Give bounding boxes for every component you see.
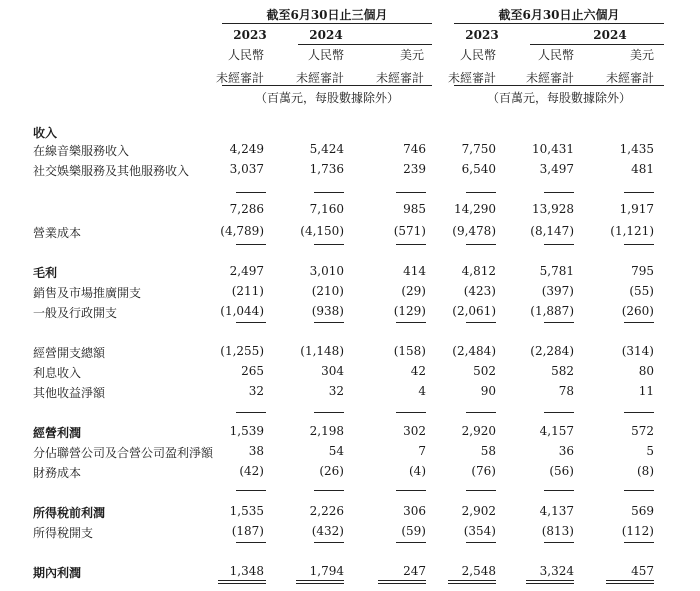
row-value: (813) bbox=[541, 524, 574, 538]
subtotal-rule bbox=[466, 412, 496, 413]
row-value: 569 bbox=[631, 504, 654, 518]
subtotal-rule bbox=[466, 192, 496, 193]
currency-label: 人民幣 bbox=[459, 48, 496, 62]
subtotal-rule bbox=[544, 542, 574, 543]
row-value: (29) bbox=[401, 284, 426, 298]
row-value: 239 bbox=[403, 162, 426, 176]
row-value: 2,497 bbox=[229, 264, 264, 278]
subtotal-rule bbox=[624, 244, 654, 245]
unit-note: （百萬元，每股數據除外） bbox=[254, 91, 399, 105]
row-value: 1,917 bbox=[619, 202, 654, 216]
subtotal-rule bbox=[544, 192, 574, 193]
subtotal-rule bbox=[314, 542, 344, 543]
subtotal-rule bbox=[624, 490, 654, 491]
row-label: 經營開支總額 bbox=[33, 346, 106, 360]
row-value: 7,286 bbox=[229, 202, 264, 216]
currency-label: 美元 bbox=[629, 48, 654, 62]
row-value: 7,160 bbox=[309, 202, 344, 216]
row-value: 247 bbox=[403, 564, 426, 578]
row-value: (397) bbox=[541, 284, 574, 298]
row-value: 1,435 bbox=[619, 142, 654, 156]
row-value: 265 bbox=[241, 364, 264, 378]
double-underline bbox=[218, 580, 266, 581]
unaudited-label: 未經審計 bbox=[215, 71, 264, 85]
row-value: 1,736 bbox=[309, 162, 344, 176]
row-value: 32 bbox=[328, 384, 344, 398]
row-value: (260) bbox=[621, 304, 654, 318]
subtotal-rule bbox=[396, 322, 426, 323]
subtotal-rule bbox=[624, 542, 654, 543]
row-value: (432) bbox=[311, 524, 344, 538]
row-value: 3,037 bbox=[229, 162, 264, 176]
row-value: 481 bbox=[631, 162, 654, 176]
row-value: 302 bbox=[403, 424, 426, 438]
row-value: (1,148) bbox=[300, 344, 344, 358]
row-value: 14,290 bbox=[454, 202, 496, 216]
row-value: 2,198 bbox=[309, 424, 344, 438]
row-value: 795 bbox=[631, 264, 654, 278]
row-value: (8) bbox=[637, 464, 654, 478]
double-underline bbox=[296, 580, 344, 581]
subtotal-rule bbox=[466, 322, 496, 323]
subtotal-rule bbox=[544, 244, 574, 245]
row-value: 7 bbox=[418, 444, 426, 458]
row-value: (56) bbox=[549, 464, 574, 478]
subtotal-rule bbox=[236, 192, 266, 193]
row-value: (55) bbox=[629, 284, 654, 298]
row-value: 90 bbox=[480, 384, 496, 398]
row-value: (2,061) bbox=[452, 304, 496, 318]
row-value: 42 bbox=[410, 364, 426, 378]
year-rule bbox=[530, 44, 664, 45]
subtotal-rule bbox=[396, 244, 426, 245]
row-value: 5,424 bbox=[309, 142, 344, 156]
subtotal-rule bbox=[396, 542, 426, 543]
subtotal-rule bbox=[544, 490, 574, 491]
row-value: 5,781 bbox=[539, 264, 574, 278]
double-underline bbox=[296, 583, 344, 584]
row-value: 58 bbox=[480, 444, 496, 458]
subtotal-rule bbox=[314, 490, 344, 491]
subtotal-rule bbox=[396, 490, 426, 491]
row-label: 其他收益淨額 bbox=[33, 386, 106, 400]
row-value: (571) bbox=[393, 224, 426, 238]
row-label: 銷售及市場推廣開支 bbox=[33, 286, 142, 300]
row-value: 1,535 bbox=[229, 504, 264, 518]
unit-note: （百萬元，每股數據除外） bbox=[486, 91, 631, 105]
subtotal-rule bbox=[236, 244, 266, 245]
row-value: (4,789) bbox=[220, 224, 264, 238]
row-value: (4) bbox=[409, 464, 426, 478]
row-value: 6,540 bbox=[461, 162, 496, 176]
row-value: 457 bbox=[631, 564, 654, 578]
row-value: 80 bbox=[638, 364, 654, 378]
year-rule bbox=[298, 44, 432, 45]
subtotal-rule bbox=[236, 542, 266, 543]
row-value: 78 bbox=[558, 384, 574, 398]
subtotal-rule bbox=[314, 192, 344, 193]
year-label: 2023 bbox=[233, 28, 267, 42]
row-value: 1,794 bbox=[309, 564, 344, 578]
row-value: 502 bbox=[473, 364, 496, 378]
row-value: (1,121) bbox=[610, 224, 654, 238]
period-six-months-header: 截至6月30日止六個月 bbox=[498, 8, 620, 22]
year-label: 2024 bbox=[309, 28, 343, 42]
row-value: 10,431 bbox=[532, 142, 574, 156]
subtotal-rule bbox=[466, 490, 496, 491]
row-value: 414 bbox=[403, 264, 426, 278]
currency-label: 人民幣 bbox=[307, 48, 344, 62]
currency-label: 人民幣 bbox=[537, 48, 574, 62]
row-value: (4,150) bbox=[300, 224, 344, 238]
row-value: 2,920 bbox=[461, 424, 496, 438]
row-label: 社交娛樂服務及其他服務收入 bbox=[33, 164, 190, 178]
row-value: 1,348 bbox=[229, 564, 264, 578]
row-value: 985 bbox=[403, 202, 426, 216]
row-value: (59) bbox=[401, 524, 426, 538]
row-value: 32 bbox=[248, 384, 264, 398]
row-label: 期內利潤 bbox=[33, 566, 82, 580]
year-label: 2023 bbox=[465, 28, 499, 42]
double-underline bbox=[448, 580, 496, 581]
period-three-months-header: 截至6月30日止三個月 bbox=[266, 8, 388, 22]
row-value: 4,249 bbox=[229, 142, 264, 156]
header-rule bbox=[222, 23, 432, 24]
subtotal-rule bbox=[396, 192, 426, 193]
header-bottom-rule bbox=[454, 85, 664, 86]
row-value: (1,887) bbox=[530, 304, 574, 318]
subtotal-rule bbox=[396, 412, 426, 413]
double-underline bbox=[378, 583, 426, 584]
subtotal-rule bbox=[466, 542, 496, 543]
row-value: 5 bbox=[646, 444, 654, 458]
row-label: 經營利潤 bbox=[33, 426, 82, 440]
subtotal-rule bbox=[544, 412, 574, 413]
row-value: 38 bbox=[248, 444, 264, 458]
row-value: (112) bbox=[621, 524, 654, 538]
subtotal-rule bbox=[236, 490, 266, 491]
double-underline bbox=[378, 580, 426, 581]
row-value: (423) bbox=[463, 284, 496, 298]
row-label: 在線音樂服務收入 bbox=[33, 144, 130, 158]
subtotal-rule bbox=[466, 244, 496, 245]
row-value: (938) bbox=[311, 304, 344, 318]
row-value: (42) bbox=[239, 464, 264, 478]
row-label: 利息收入 bbox=[33, 366, 82, 380]
double-underline bbox=[526, 583, 574, 584]
unaudited-label: 未經審計 bbox=[525, 71, 574, 85]
row-value: (158) bbox=[393, 344, 426, 358]
row-label: 一般及行政開支 bbox=[33, 306, 118, 320]
row-value: 4,812 bbox=[461, 264, 496, 278]
subtotal-rule bbox=[314, 322, 344, 323]
row-value: (314) bbox=[621, 344, 654, 358]
row-label: 分佔聯營公司及合營公司盈利淨額 bbox=[33, 446, 214, 460]
row-value: 7,750 bbox=[461, 142, 496, 156]
subtotal-rule bbox=[236, 322, 266, 323]
row-value: (76) bbox=[471, 464, 496, 478]
unaudited-label: 未經審計 bbox=[447, 71, 496, 85]
row-value: 2,226 bbox=[309, 504, 344, 518]
double-underline bbox=[218, 583, 266, 584]
row-value: 4,137 bbox=[539, 504, 574, 518]
row-label: 所得稅前利潤 bbox=[33, 506, 106, 520]
subtotal-rule bbox=[624, 322, 654, 323]
row-value: (211) bbox=[231, 284, 264, 298]
subtotal-rule bbox=[624, 192, 654, 193]
row-value: 4 bbox=[418, 384, 426, 398]
row-value: 54 bbox=[328, 444, 344, 458]
unaudited-label: 未經審計 bbox=[295, 71, 344, 85]
double-underline bbox=[448, 583, 496, 584]
row-value: 582 bbox=[551, 364, 574, 378]
double-underline bbox=[606, 580, 654, 581]
unaudited-label: 未經審計 bbox=[605, 71, 654, 85]
double-underline bbox=[526, 580, 574, 581]
row-value: 4,157 bbox=[539, 424, 574, 438]
row-value: 3,324 bbox=[539, 564, 574, 578]
row-value: (26) bbox=[319, 464, 344, 478]
header-rule bbox=[454, 23, 664, 24]
row-value: (187) bbox=[231, 524, 264, 538]
unaudited-label: 未經審計 bbox=[375, 71, 424, 85]
row-value: (9,478) bbox=[452, 224, 496, 238]
row-value: 3,010 bbox=[309, 264, 344, 278]
row-value: (2,484) bbox=[452, 344, 496, 358]
row-value: 2,902 bbox=[461, 504, 496, 518]
row-value: 746 bbox=[403, 142, 426, 156]
row-value: 2,548 bbox=[461, 564, 496, 578]
row-label: 收入 bbox=[33, 126, 58, 140]
row-value: 304 bbox=[321, 364, 344, 378]
row-value: (1,255) bbox=[220, 344, 264, 358]
row-value: (8,147) bbox=[530, 224, 574, 238]
subtotal-rule bbox=[314, 244, 344, 245]
subtotal-rule bbox=[236, 412, 266, 413]
row-value: 3,497 bbox=[539, 162, 574, 176]
row-value: (1,044) bbox=[220, 304, 264, 318]
double-underline bbox=[606, 583, 654, 584]
subtotal-rule bbox=[314, 412, 344, 413]
row-label: 所得稅開支 bbox=[33, 526, 94, 540]
row-label: 毛利 bbox=[33, 266, 58, 280]
row-value: 1,539 bbox=[229, 424, 264, 438]
row-value: 306 bbox=[403, 504, 426, 518]
subtotal-rule bbox=[624, 412, 654, 413]
row-value: (2,284) bbox=[530, 344, 574, 358]
currency-label: 人民幣 bbox=[227, 48, 264, 62]
subtotal-rule bbox=[544, 322, 574, 323]
currency-label: 美元 bbox=[399, 48, 424, 62]
row-value: (354) bbox=[463, 524, 496, 538]
row-value: 36 bbox=[558, 444, 574, 458]
year-label: 2024 bbox=[593, 28, 627, 42]
row-value: (210) bbox=[311, 284, 344, 298]
row-label: 營業成本 bbox=[33, 226, 82, 240]
row-value: (129) bbox=[393, 304, 426, 318]
row-value: 572 bbox=[631, 424, 654, 438]
header-bottom-rule bbox=[222, 85, 432, 86]
row-label: 財務成本 bbox=[33, 466, 82, 480]
row-value: 13,928 bbox=[532, 202, 574, 216]
row-value: 11 bbox=[638, 384, 654, 398]
